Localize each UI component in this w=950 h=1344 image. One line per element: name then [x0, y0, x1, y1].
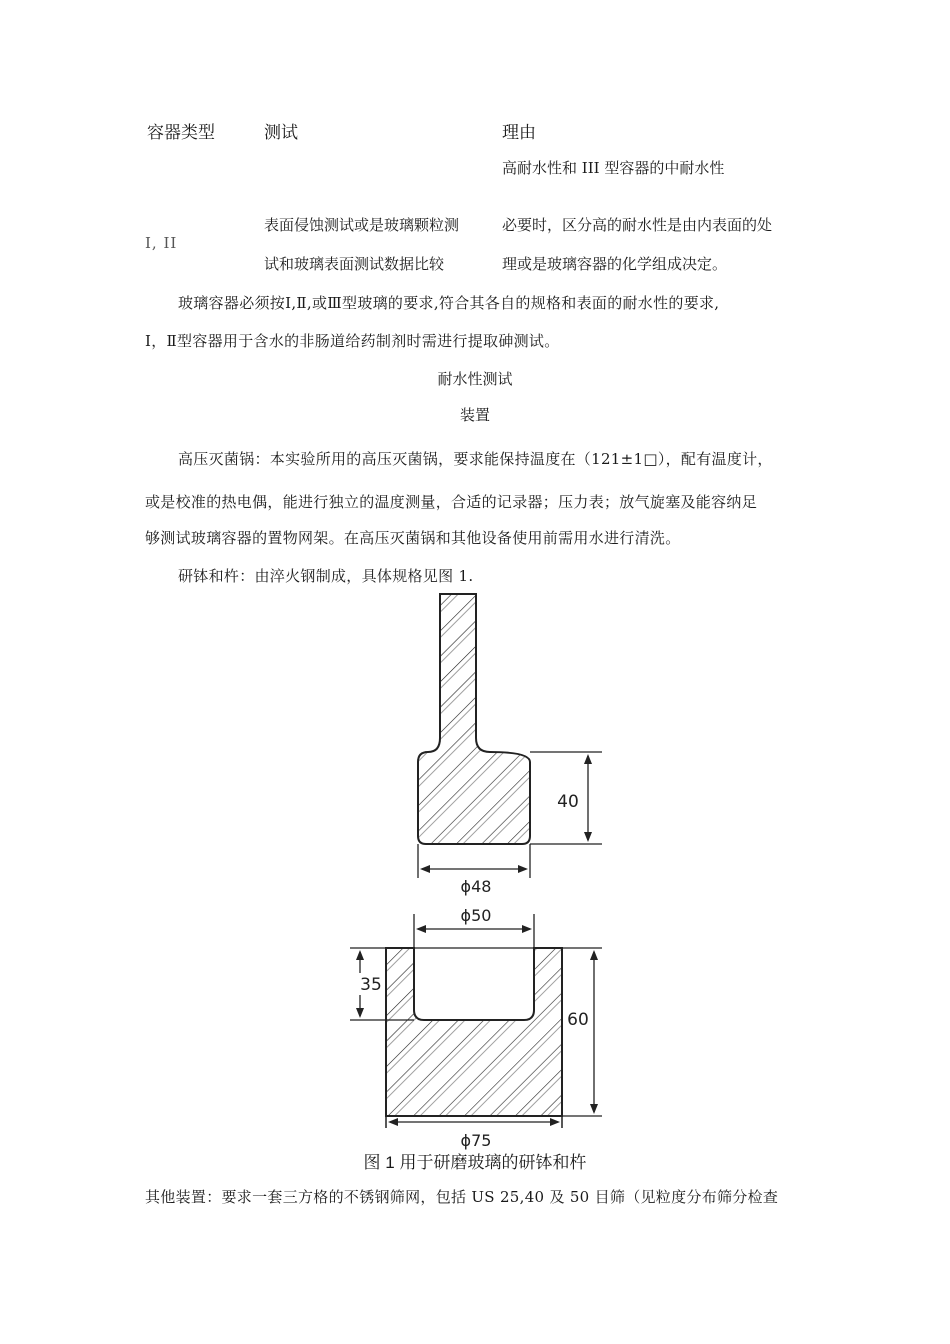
table-header-test: 测试 [264, 123, 298, 143]
para2-line3: 够测试玻璃容器的置物网架。在高压灭菌锅和其他设备使用前需用水进行清洗。 [145, 529, 681, 547]
mortar-drawing [386, 948, 562, 1116]
table-subtitle: 高耐水性和 III 型容器的中耐水性 [502, 159, 725, 177]
mortar-height-label: 60 [567, 1010, 589, 1030]
table-cell-test-line2: 试和玻璃表面测试数据比较 [264, 255, 445, 273]
table-cell-test-line1: 表面侵蚀测试或是玻璃颗粒测 [264, 216, 460, 234]
mortar-inner-diameter-label: ϕ50 [460, 906, 492, 925]
mortar-pestle-figure [330, 588, 630, 1148]
pestle-drawing [418, 594, 530, 844]
table-cell-reason-line2: 理或是玻璃容器的化学组成决定。 [502, 255, 728, 273]
para2-line2: 或是校准的热电偶，能进行独立的温度测量，合适的记录器；压力表；放气旋塞及能容纳足 [145, 493, 758, 511]
mortar-depth-label: 35 [360, 975, 382, 995]
para4: 其他装置：要求一套三方格的不锈钢筛网，包括 US 25,40 及 50 目筛（见粒度分布筛分检查 [145, 1188, 779, 1206]
mortar-outer-diameter-label: ϕ75 [460, 1131, 492, 1150]
mortar-outer-diameter-dimension [330, 1110, 630, 1150]
para1-line2: Ⅰ，Ⅱ型容器用于含水的非肠道给药制剂时需进行提取砷测试。 [145, 332, 560, 350]
pestle-diameter-label: ϕ48 [460, 877, 492, 896]
para1-line1: 玻璃容器必须按Ⅰ,Ⅱ,或Ⅲ型玻璃的要求,符合其各自的规格和表面的耐水性的要求, [178, 294, 720, 312]
section-title: 耐水性测试 [437, 370, 513, 388]
para3: 研钵和杵：由淬火钢制成，具体规格见图 1. [178, 567, 474, 585]
table-cell-reason-line1: 必要时，区分高的耐水性是由内表面的处 [502, 216, 773, 234]
table-header-type: 容器类型 [147, 123, 215, 143]
subsection-title: 装置 [459, 406, 490, 424]
figure-caption: 图 1 用于研磨玻璃的研钵和杵 [363, 1153, 587, 1172]
table-cell-type: I, II [145, 234, 178, 252]
para2-line1: 高压灭菌锅：本实验所用的高压灭菌锅，要求能保持温度在（121±1□），配有温度计， [178, 450, 773, 468]
pestle-height-label: 40 [557, 792, 579, 812]
table-header-reason: 理由 [502, 123, 536, 143]
